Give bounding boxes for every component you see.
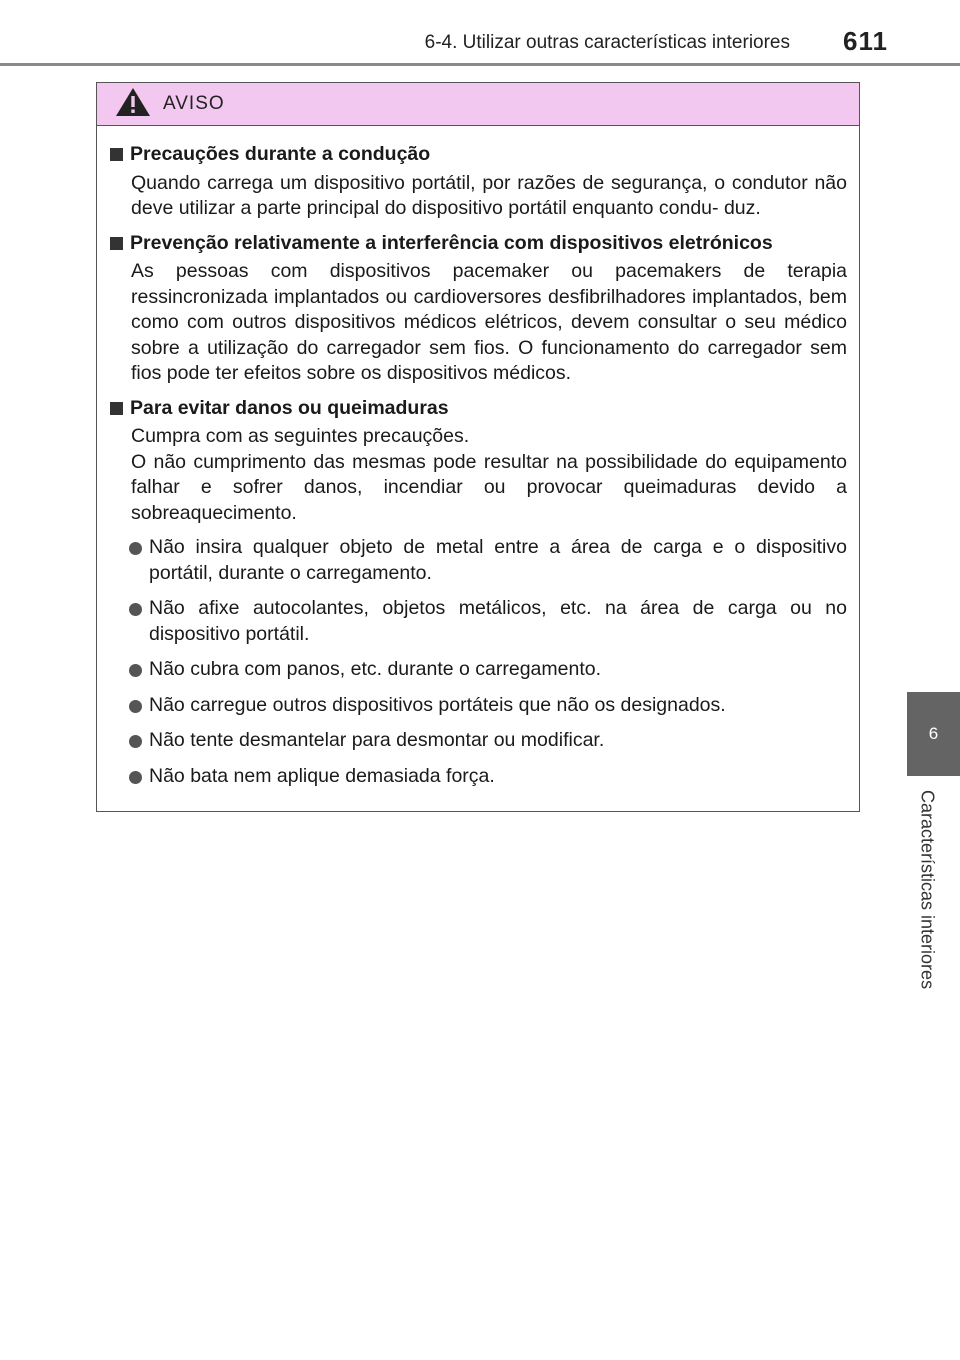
chapter-tab — [907, 692, 960, 776]
section-paragraph — [109, 259, 847, 387]
section-heading — [109, 396, 847, 422]
paragraph-text: As pessoas com dispositivos pacemaker ou pacemakers de terapia ressincronizada implantados ou cardioversores desfibrilhadores implantados, bem como com outros dispositivos médicos elétricos, devem consultar o seu médico sobre a utilização do carregador sem fios. O funcionamento do carregador sem fios pode ter efeitos sobre os dispositivos médicos. — [131, 260, 847, 384]
bullet-text: Não insira qualquer objeto de metal entre a área de carga e o dispositivo portátil, durante o carregamento. — [149, 536, 847, 584]
paragraph-text: Quando carrega um dispositivo portátil, por razões de segurança, o condutor não deve utilizar a parte principal do dispositivo portátil enquanto condu- duz. — [131, 171, 847, 219]
round-bullet-icon — [129, 735, 142, 748]
chapter-label: Características interiores — [917, 790, 938, 990]
paragraph-text: O não cumprimento das mesmas pode resultar na possibilidade do equipamento falhar e sofrer danos, incendiar ou provocar queimaduras devido a sobreaquecimento. — [131, 450, 847, 524]
section-paragraph — [109, 424, 847, 526]
bullet-item — [129, 535, 847, 586]
square-bullet-icon — [110, 148, 123, 161]
square-bullet-icon — [110, 237, 123, 250]
round-bullet-icon — [129, 542, 142, 555]
section-heading — [109, 231, 847, 257]
section-paragraph — [109, 171, 847, 222]
bullet-item — [129, 728, 847, 754]
round-bullet-icon — [129, 771, 142, 784]
bullet-text: Não bata nem aplique demasiada força. — [149, 764, 495, 787]
bullet-item — [129, 596, 847, 647]
warning-body — [97, 126, 859, 789]
section-heading-text: Precauções durante a condução — [130, 143, 431, 165]
warning-box — [96, 82, 860, 812]
warning-triangle-icon — [115, 87, 151, 122]
chapter-number: 6 — [928, 724, 939, 743]
paragraph-text: Cumpra com as seguintes precauções. — [131, 425, 470, 447]
round-bullet-icon — [129, 700, 142, 713]
warning-title: AVISO — [163, 93, 225, 114]
section-heading-text: Prevenção relativamente a interferência com dispositivos eletrónicos — [130, 231, 773, 254]
section-heading-text: Para evitar danos ou queimaduras — [130, 396, 449, 419]
page-number: 611 — [843, 26, 888, 56]
bullet-text: Não afixe autocolantes, objetos metálicos, etc. na área de carga ou no dispositivo portátil. — [149, 597, 847, 645]
bullet-item — [129, 657, 847, 683]
warning-header — [97, 83, 859, 126]
round-bullet-icon — [129, 603, 142, 616]
round-bullet-icon — [129, 664, 142, 677]
bullet-text: Não tente desmantelar para desmontar ou modificar. — [149, 729, 605, 751]
bullet-text: Não cubra com panos, etc. durante o carregamento. — [149, 658, 602, 680]
bullet-item — [129, 693, 847, 719]
header-divider — [0, 63, 960, 66]
bullet-item — [129, 764, 847, 790]
bullet-text: Não carregue outros dispositivos portáteis que não os designados. — [149, 693, 726, 716]
header-section-title: 6-4. Utilizar outras características interiores — [424, 32, 790, 53]
section-heading — [109, 142, 847, 168]
square-bullet-icon — [110, 402, 123, 415]
